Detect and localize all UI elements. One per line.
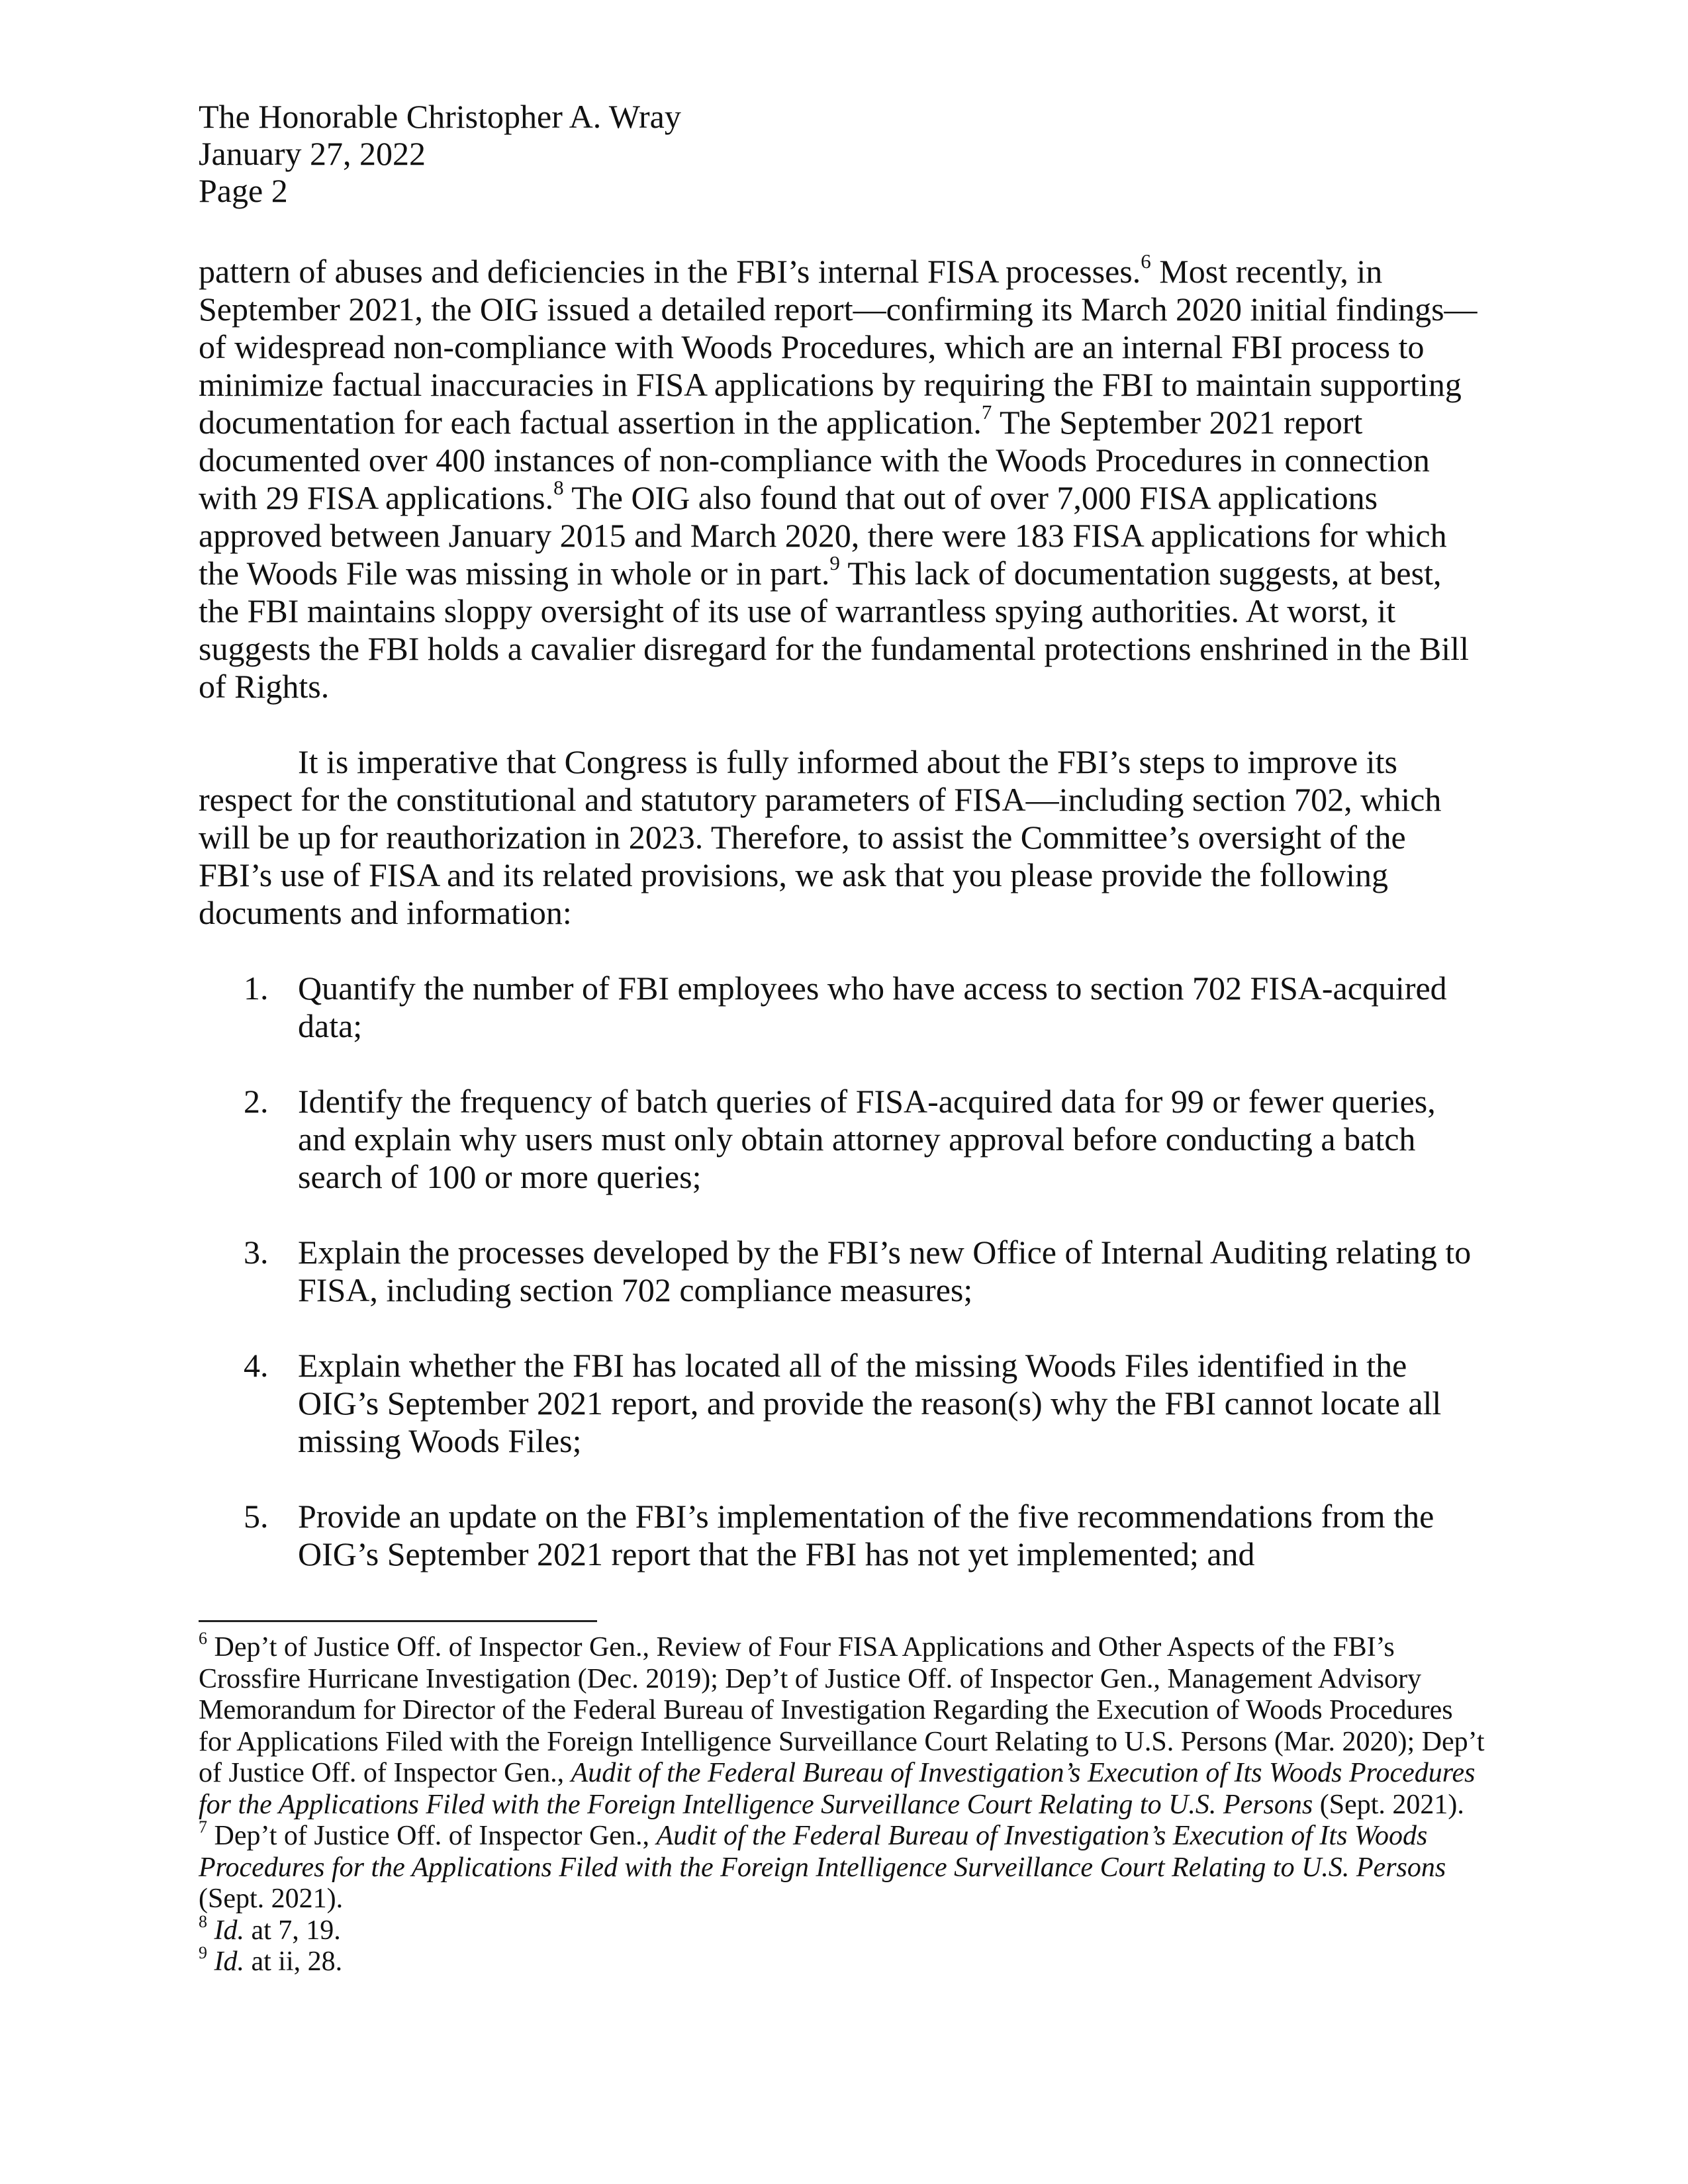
list-number: 5. [244, 1498, 269, 1535]
sentence: This lack of documentation suggests, at best, the FBI maintains sloppy oversight of its use of warrantless spying authorities. At worst, it suggests the FBI holds a cavalier disregard for the fundamental protections enshrined in the Bill of Rights. [199, 555, 1469, 705]
footnote-9 [199, 1943, 1489, 1978]
list-item-text: Provide an update on the FBI’s implementation of the five recommendations from the OIG’s September 2021 report that the FBI has not yet implemented; and [298, 1498, 1434, 1572]
footnote-text [207, 1915, 214, 1946]
letter-body [199, 250, 1486, 1573]
footnote-ref-9[interactable]: 9 [829, 551, 840, 574]
sentence: The OIG also found that out of over 7,000 FISA applications approved between January 2015 and March 2020, there were 183 FISA applications for which the Woods File was missing in whole or in part. [199, 479, 1447, 592]
page-number: Page 2 [199, 172, 288, 209]
recipient-line: The Honorable Christopher A. Wray [199, 98, 681, 135]
footnote-number: 9 [199, 1943, 207, 1962]
letter-header [199, 98, 681, 209]
footnote-text: Dep’t of Justice Off. of Inspector Gen., Review of Four FISA Applications and Other Aspects of the FBI’s Crossfire Hurricane Investigation (Dec. 2019); Dep’t of Justice Off. of Inspector Gen., Management Advisory Memorandum for Director of the Federal Bureau of Investigation Regarding the Execution of Woods Procedures for Applications Filed with the Foreign Intelligence Surveillance Court Relating to U.S. Persons (Mar. 2020); Dep’t of Justice Off. of Inspector Gen., [199, 1632, 1485, 1788]
list-number: 2. [244, 1083, 269, 1120]
list-item-text: Explain whether the FBI has located all of the missing Woods Files identified in the OIG’s September 2021 report, and provide the reason(s) why the FBI cannot locate all missing Woods Files; [298, 1347, 1442, 1459]
footnote-number: 6 [199, 1629, 207, 1648]
footnote-text: at ii, 28. [244, 1946, 343, 1977]
footnote-number: 8 [199, 1911, 207, 1931]
footnote-title-italic: Id. [214, 1946, 244, 1977]
list-item-text: Quantify the number of FBI employees who have access to section 702 FISA-acquired data; [298, 970, 1447, 1044]
paragraph-request: It is imperative that Congress is fully informed about the FBI’s steps to improve its respect for the constitutional and statutory parameters of FISA—including section 702, which will be up for reauthorization in 2023. Therefore, to assist the Committee’s oversight of the FBI’s use of FISA and its related provisions, we ask that you please provide the following documents and information: [199, 743, 1442, 931]
footnote-title-italic: Audit of the Federal Bureau of Investigation’s Execution of Its Woods Procedures for the Applications Filed with the Foreign Intelligence Surveillance Court Relating to U.S. Persons [199, 1821, 1446, 1883]
sentence: pattern of abuses and deficiencies in the FBI’s internal FISA processes. [199, 253, 1141, 290]
sentence: The September 2021 report documented over 400 instances of non-compliance with the Woods Procedures in connection with 29 FISA applications. [199, 404, 1430, 516]
list-number: 4. [244, 1347, 269, 1384]
list-item-text: Explain the processes developed by the FBI’s new Office of Internal Auditing relating to FISA, including section 702 compliance measures; [298, 1234, 1472, 1308]
list-number: 3. [244, 1234, 269, 1271]
footnote-text: at 7, 19. [244, 1915, 341, 1946]
footnotes [199, 1629, 1489, 1978]
footnote-text: Dep’t of Justice Off. of Inspector Gen., [207, 1821, 657, 1851]
footnote-8 [199, 1911, 1489, 1947]
footnote-ref-7[interactable]: 7 [981, 400, 992, 424]
footnote-ref-6[interactable]: 6 [1141, 250, 1151, 273]
list-item [199, 1498, 1486, 1573]
list-item [199, 970, 1486, 1045]
request-list [199, 970, 1486, 1573]
footnote-title-italic: Audit of the Federal Bureau of Investigation’s Execution of Its Woods Procedures for the Applications Filed with the Foreign Intelligence Surveillance Court Relating to U.S. Persons [199, 1758, 1476, 1820]
footnote-7 [199, 1817, 1489, 1915]
list-item [199, 1083, 1486, 1196]
sentence: Most recently, in September 2021, the OIG issued a detailed report—confirming its March 2020 initial findings—of widespread non-compliance with Woods Procedures, which are an internal FBI process to minimize factual inaccuracies in FISA applications by requiring the FBI to maintain supporting documentation for each factual assertion in the application. [199, 253, 1477, 441]
footnote-separator [199, 1620, 597, 1622]
footnote-title-italic: Id. [214, 1915, 244, 1946]
list-item [199, 1234, 1486, 1309]
date-line: January 27, 2022 [199, 135, 426, 172]
list-item [199, 1347, 1486, 1460]
footnote-6 [199, 1629, 1489, 1821]
footnote-text [207, 1946, 214, 1977]
list-number: 1. [244, 970, 269, 1007]
list-item-text: Identify the frequency of batch queries of FISA-acquired data for 99 or fewer queries, and explain why users must only obtain attorney approval before conducting a batch search of 100 or more queries; [298, 1083, 1436, 1195]
footnote-ref-8[interactable]: 8 [553, 476, 564, 499]
footnote-text: (Sept. 2021). [1313, 1789, 1464, 1820]
paragraph-oig-findings [199, 250, 1486, 705]
footnote-text: (Sept. 2021). [199, 1884, 344, 1914]
footnote-number: 7 [199, 1817, 207, 1837]
